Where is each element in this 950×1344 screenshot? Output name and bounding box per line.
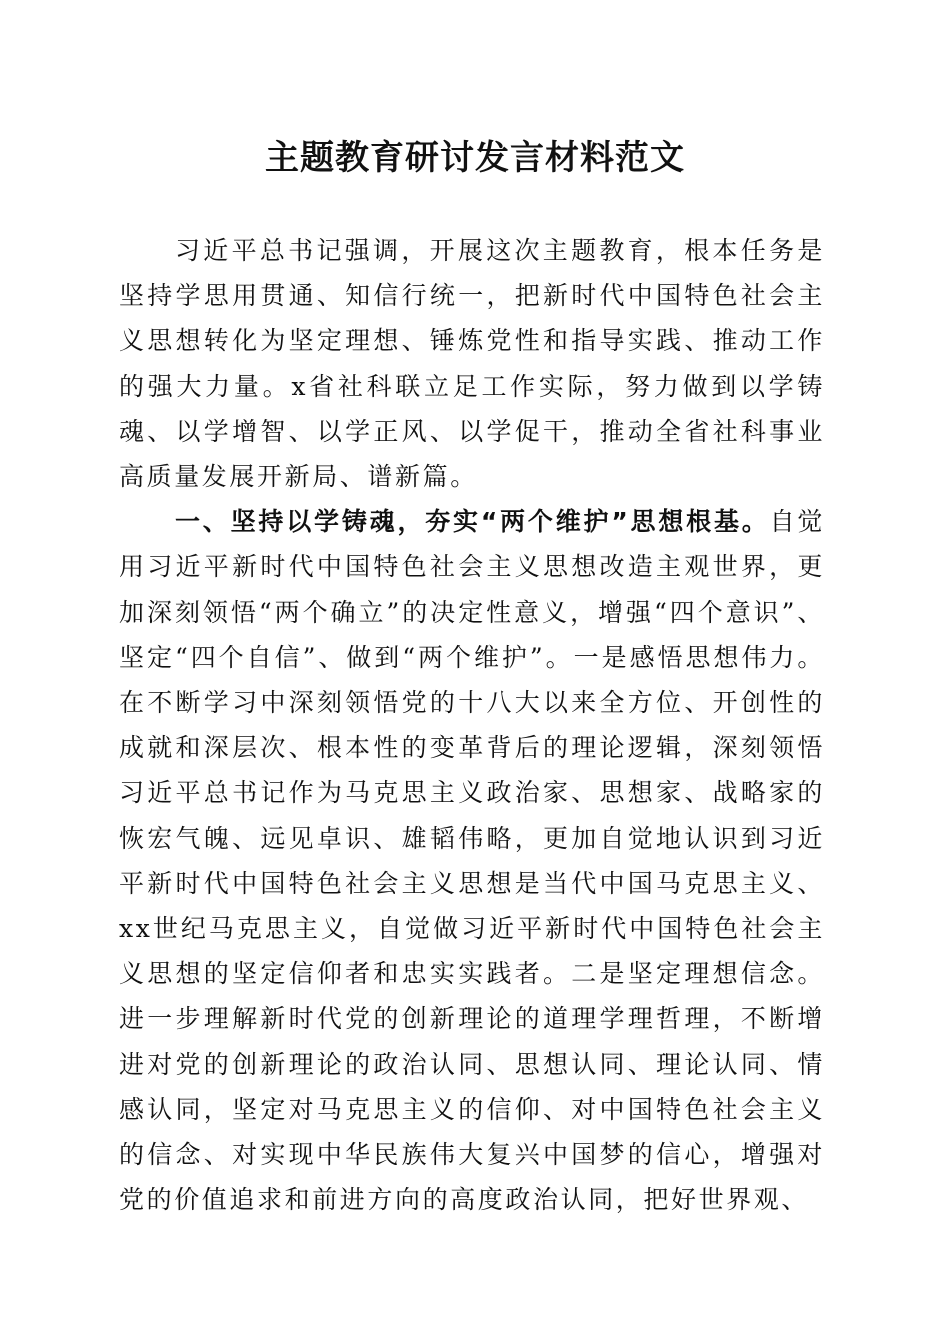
document-title: 主题教育研讨发言材料范文 bbox=[265, 138, 685, 178]
intro-paragraph bbox=[119, 228, 825, 499]
document-body bbox=[119, 228, 825, 1222]
section-one-paragraph bbox=[119, 499, 825, 1222]
intro-paragraph-text: 习近平总书记强调，开展这次主题教育，根本任务是坚持学思用贯通、知信行统一，把新时代中国特色社会主义思想转化为坚定理想、锤炼党性和指导实践、推动工作的强大力量。x省社科联立足工作实际，努力做到以学铸魂、以学增智、以学正风、以学促干，推动全省社科事业高质量发展开新局、谱新篇。 bbox=[119, 236, 825, 492]
section-one-heading: 一、坚持以学铸魂，夯实“两个维护”思想根基。 bbox=[175, 507, 770, 537]
section-one-text: 自觉用习近平新时代中国特色社会主义思想改造主观世界，更加深刻领悟“两个确立”的决定性意义，增强“四个意识”、坚定“四个自信”、做到“两个维护”。一是感悟思想伟力。在不断学习中深刻领悟党的十八大以来全方位、开创性的成就和深层次、根本性的变革背后的理论逻辑，深刻领悟习近平总书记作为马克思主义政治家、思想家、战略家的恢宏气魄、远见卓识、雄韬伟略，更加自觉地认识到习近平新时代中国特色社会主义思想是当代中国马克思主义、xx世纪马克思主义，自觉做习近平新时代中国特色社会主义思想的坚定信仰者和忠实实践者。二是坚定理想信念。进一步理解新时代党的创新理论的道理学理哲理，不断增进对党的创新理论的政治认同、思想认同、理论认同、情感认同，坚定对马克思主义的信仰、对中国特色社会主义的信念、对实现中华民族伟大复兴中国梦的信心，增强对党的价值追求和前进方向的高度政治认同，把好世界观、 bbox=[119, 507, 825, 1215]
